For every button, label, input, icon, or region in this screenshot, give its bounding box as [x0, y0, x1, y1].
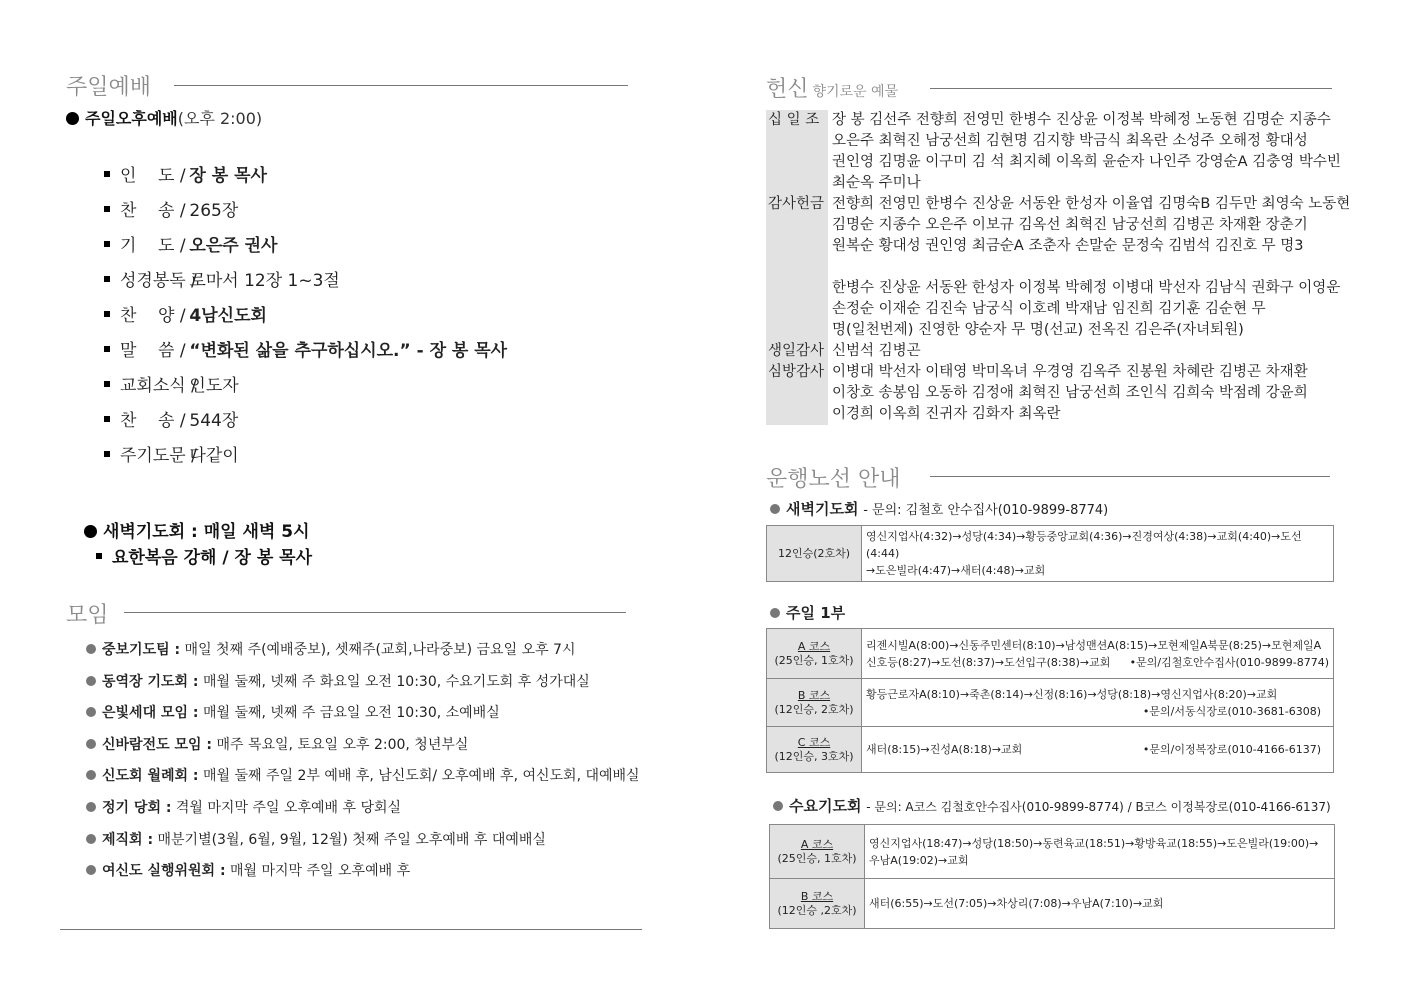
route-line: 새터(8:15)→진성A(8:18)→교회: [866, 743, 1023, 756]
route-line: 황등근로자A(8:10)→죽촌(8:14)→신정(8:16)→성당(8:18)→영신지업사(8:20)→교회: [866, 687, 1278, 701]
meeting-item: [86, 730, 640, 762]
order-label: 찬 송 /: [120, 201, 186, 221]
route-inquiry-note: •문의/이정복장로(010-4166-6137): [1142, 743, 1321, 756]
order-value: 다같이: [189, 446, 239, 466]
worship-order-item: [104, 369, 507, 404]
order-value: 544장: [189, 411, 239, 431]
meeting-item: [86, 635, 640, 667]
route-vehicle: (25인승, 1호차): [774, 653, 854, 667]
square-bullet-icon: [104, 206, 110, 212]
meeting-item: [86, 825, 640, 857]
route-course: A 코스: [800, 837, 834, 851]
offering-names-line: 명(일천번제) 진영한 양순자 무 명(선교) 전옥진 김은주(자녀퇴원): [832, 322, 1244, 338]
offering-section-title: [766, 72, 898, 103]
sunday-route-name: 주일 1부: [786, 604, 846, 622]
route-label: [767, 727, 862, 773]
meeting-name: 정기 당회 :: [102, 799, 172, 816]
offering-table: [766, 110, 1351, 425]
offering-label: 심방감사: [766, 362, 828, 425]
square-bullet-icon: [96, 553, 102, 559]
order-value: “변화된 삶을 추구하십시오.” - 장 봉 목사: [189, 341, 508, 361]
route-line: 영신지업사(4:32)→성당(4:34)→황등중앙교회(4:36)→진경여상(4:38)→교회(4:40)→도선(4:44): [866, 530, 1302, 560]
route-inquiry-note: •문의/김철호안수집사(010-9899-8774): [1129, 655, 1329, 669]
dawn-prayer-sub: [96, 543, 312, 568]
square-bullet-icon: [104, 171, 110, 177]
offering-names-line: 한병수 진상윤 서동완 한성자 이정복 박혜정 이병대 박선자 김남식 권화구 이영운: [832, 280, 1341, 296]
offering-names-line: 최순옥 주미나: [832, 175, 921, 191]
route-detail: [865, 825, 1335, 879]
square-bullet-icon: [104, 311, 110, 317]
offering-names: [828, 341, 921, 362]
route-line: 리젠시빌A(8:00)→신동주민센터(8:10)→남성맨션A(8:15)→모현제일A북문(8:25)→모현제일A: [866, 638, 1322, 652]
offering-label: 생일감사: [766, 341, 828, 362]
square-bullet-icon: [104, 241, 110, 247]
table-row: [767, 526, 1334, 582]
wednesday-route-name: 수요기도회: [789, 797, 862, 815]
route-course: A 코스: [797, 639, 831, 653]
offering-row: [766, 362, 1346, 425]
route-detail: [865, 879, 1335, 929]
route-label: [767, 679, 862, 727]
table-row: [767, 629, 1334, 679]
route-line: 영신지업사(18:47)→성당(18:50)→동련육교(18:51)→황방육교(18:55)→도은빌라(19:00)→: [869, 836, 1319, 850]
meeting-name: 신바람전도 모임 :: [102, 736, 213, 753]
offering-names-line: 이경희 이옥희 진귀자 김화자 최옥란: [832, 406, 1061, 422]
square-bullet-icon: [104, 346, 110, 352]
offering-row: [766, 341, 1346, 362]
wednesday-route-heading: [773, 795, 1331, 816]
route-course: C 코스: [797, 735, 831, 749]
meeting-desc: 매월 둘째, 넷째 주 화요일 오전 10:30, 수요기도회 후 성가대실: [202, 673, 590, 690]
meeting-item: [86, 761, 640, 793]
routes-title-rule: [930, 476, 1330, 477]
meeting-name: 중보기도팀 :: [102, 642, 181, 658]
square-bullet-icon: [104, 381, 110, 387]
meeting-desc: 매월 둘째, 넷째 주 금요일 오전 10:30, 소예배실: [202, 705, 500, 722]
offering-subtitle: 향기로운 예물: [812, 84, 899, 100]
bullet-dot-icon: [770, 608, 780, 618]
offering-names: [828, 362, 1308, 425]
table-row: [767, 727, 1334, 773]
order-value: 265장: [189, 201, 239, 221]
route-label: [770, 825, 865, 879]
bullet-dot-icon: [86, 802, 96, 812]
worship-order-item: [104, 159, 507, 194]
dawn-route-table: [766, 525, 1334, 582]
order-value: 로마서 12장 1~3절: [189, 271, 340, 291]
offering-names-line: 권인영 김명윤 이구미 김 석 최지혜 이옥희 윤순자 나인주 강영순A 김충영 박수빈: [832, 154, 1341, 170]
offering-title: 헌신: [766, 77, 809, 102]
meeting-desc: 매주 목요일, 토요일 오후 2:00, 청년부실: [216, 736, 469, 753]
offering-names-line: [832, 257, 1350, 278]
meeting-name: 제직회 :: [102, 831, 154, 848]
afternoon-service-heading: [66, 106, 262, 129]
worship-order-item: [104, 404, 507, 439]
offering-names-line: 장 봉 김선주 전향희 전영민 한병수 진상윤 이정복 박혜정 노동현 김명순 지종수: [832, 112, 1331, 128]
worship-order-item: [104, 299, 507, 334]
meeting-desc: 격월 마지막 주일 오후예배 후 당회실: [175, 799, 402, 816]
dawn-prayer-sub-text: 요한복음 강해 / 장 봉 목사: [112, 548, 313, 568]
dawn-route-name: 새벽기도회: [786, 500, 859, 518]
square-bullet-icon: [104, 276, 110, 282]
table-row: [767, 679, 1334, 727]
meetings-list: [86, 635, 640, 888]
route-inquiry-note: •문의/서동식장로(010-3681-6308): [1142, 704, 1321, 718]
meetings-section-title: 모임: [66, 603, 109, 628]
left-bottom-rule: [60, 929, 642, 930]
meeting-item: [86, 667, 640, 699]
meeting-item: [86, 856, 640, 888]
route-course: B 코스: [797, 688, 831, 702]
worship-order-item: [104, 194, 507, 229]
offering-names: [828, 194, 1350, 341]
route-detail: [862, 727, 1334, 773]
order-label: 찬 양 /: [120, 306, 186, 326]
meetings-title-rule: [124, 612, 626, 613]
order-label: 인 도 /: [120, 166, 186, 186]
route-detail: [862, 526, 1334, 582]
route-line: 우남A(19:02)→교회: [869, 853, 969, 867]
route-line: 신호등(8:27)→도선(8:37)→도선입구(8:38)→교회: [866, 655, 1111, 669]
route-detail: [862, 629, 1334, 679]
route-vehicle: (12인승, 3호차): [774, 749, 854, 763]
meeting-item: [86, 698, 640, 730]
service-time: (오후 2:00): [177, 109, 263, 128]
route-course: B 코스: [800, 889, 834, 903]
sunday-route-heading: [770, 602, 845, 623]
service-name: 주일오후예배: [85, 109, 178, 128]
wednesday-route-inquiry: - 문의: A코스 김철호안수집사(010-9899-8774) / B코스 이정복장로(010-4166-6137): [866, 800, 1331, 814]
offering-names-line: 원복순 황대성 권인영 최금순A 조춘자 손말순 문정숙 김범석 김진호 무 명3: [832, 238, 1304, 254]
worship-order-item: [104, 229, 507, 264]
dawn-prayer-heading: [84, 517, 310, 542]
order-value: 4남신도회: [189, 306, 267, 326]
offering-label: 감사헌금: [766, 194, 828, 341]
order-value: 오은주 권사: [189, 236, 278, 256]
worship-order-item: [104, 439, 507, 474]
order-value: 인도자: [189, 376, 239, 396]
worship-order-list: [104, 159, 507, 474]
meeting-name: 여신도 실행위원회 :: [102, 863, 226, 880]
worship-section-title: 주일예배: [66, 75, 152, 100]
worship-title-rule: [174, 85, 628, 86]
bullet-dot-icon: [86, 770, 96, 780]
bullet-dot-icon: [86, 676, 96, 686]
route-vehicle: (12인승, 2호차): [774, 702, 854, 716]
meeting-name: 은빛세대 모임 :: [102, 705, 199, 722]
meeting-desc: 매월 둘째 주일 2부 예배 후, 남신도회/ 오후예배 후, 여신도회, 대예배실: [202, 768, 640, 785]
offering-names-line: 신범석 김병곤: [832, 343, 921, 359]
bullet-dot-icon: [86, 739, 96, 749]
offering-title-rule: [930, 88, 1332, 89]
order-value: 장 봉 목사: [189, 166, 267, 186]
bullet-dot-icon: [773, 801, 783, 811]
offering-names-line: 김명순 지종수 오은주 이보규 김옥선 최혁진 남궁선희 김병곤 차재환 장춘기: [832, 217, 1308, 233]
worship-order-item: [104, 264, 507, 299]
dawn-route-heading: [770, 498, 1108, 519]
meeting-name: 동역장 기도회 :: [102, 673, 199, 690]
meeting-item: [86, 793, 640, 825]
dawn-prayer-title: 새벽기도회 : 매일 새벽 5시: [103, 522, 310, 542]
offering-label: 십 일 조: [766, 110, 828, 194]
route-label: 12인승(2호차): [767, 526, 862, 582]
route-vehicle: (25인승, 1호차): [777, 851, 857, 865]
square-bullet-icon: [104, 416, 110, 422]
order-label: 기 도 /: [120, 236, 186, 256]
bullet-dot-icon: [66, 112, 79, 125]
route-label: [767, 629, 862, 679]
offering-names-line: 이창호 송봉임 오동하 김정애 최혁진 남궁선희 조인식 김희숙 박점례 강윤희: [832, 385, 1308, 401]
order-label: 성경봉독 /: [120, 271, 197, 291]
route-line: 새터(6:55)→도선(7:05)→차상리(7:08)→우남A(7:10)→교회: [869, 897, 1164, 910]
order-label: 주기도문 /: [120, 446, 197, 466]
sunday-route-table: [766, 628, 1334, 773]
route-vehicle: (12인승 ,2호차): [777, 903, 857, 917]
offering-row: [766, 110, 1346, 194]
bullet-dot-icon: [770, 504, 780, 514]
route-detail: [862, 679, 1334, 727]
meeting-desc: 매일 첫째 주(예배중보), 셋째주(교회,나라중보) 금요일 오후 7시: [184, 642, 576, 658]
bullet-dot-icon: [84, 525, 97, 538]
square-bullet-icon: [104, 451, 110, 457]
table-row: [770, 879, 1335, 929]
route-line: →도은빌라(4:47)→새터(4:48)→교회: [866, 564, 1046, 577]
table-row: [770, 825, 1335, 879]
offering-names: [828, 110, 1341, 194]
route-label: [770, 879, 865, 929]
meeting-desc: 매월 마지막 주일 오후예배 후: [230, 863, 411, 880]
wednesday-route-table: [769, 824, 1335, 929]
offering-names-line: 오은주 최혁진 남궁선희 김현명 김지향 박금식 최옥란 소성주 오해정 황대성: [832, 133, 1308, 149]
order-label: 찬 송 /: [120, 411, 186, 431]
order-label: 교회소식 /: [120, 376, 197, 396]
dawn-route-inquiry: - 문의: 김철호 안수집사(010-9899-8774): [863, 503, 1109, 518]
routes-section-title: 운행노선 안내: [766, 467, 901, 492]
offering-names-line: 전향희 전영민 한병수 진상윤 서동완 한성자 이율엽 김명숙B 김두만 최영숙 노동현: [832, 196, 1351, 212]
bullet-dot-icon: [86, 644, 96, 654]
offering-names-line: 이병대 박선자 이태영 박미옥녀 우경영 김옥주 진봉원 차혜란 김병곤 차재환: [832, 364, 1308, 380]
bullet-dot-icon: [86, 834, 96, 844]
meeting-name: 신도회 월례회 :: [102, 768, 199, 785]
order-label: 말 씀 /: [120, 341, 186, 361]
bullet-dot-icon: [86, 707, 96, 717]
offering-row: [766, 194, 1351, 341]
worship-order-item: [104, 334, 507, 369]
offering-names-line: 손정순 이재순 김진숙 남궁식 이호례 박재남 임진희 김기훈 김순현 무: [832, 301, 1266, 317]
meeting-desc: 매분기별(3월, 6월, 9월, 12월) 첫째 주일 오후예배 후 대예배실: [157, 831, 546, 848]
bullet-dot-icon: [86, 865, 96, 875]
